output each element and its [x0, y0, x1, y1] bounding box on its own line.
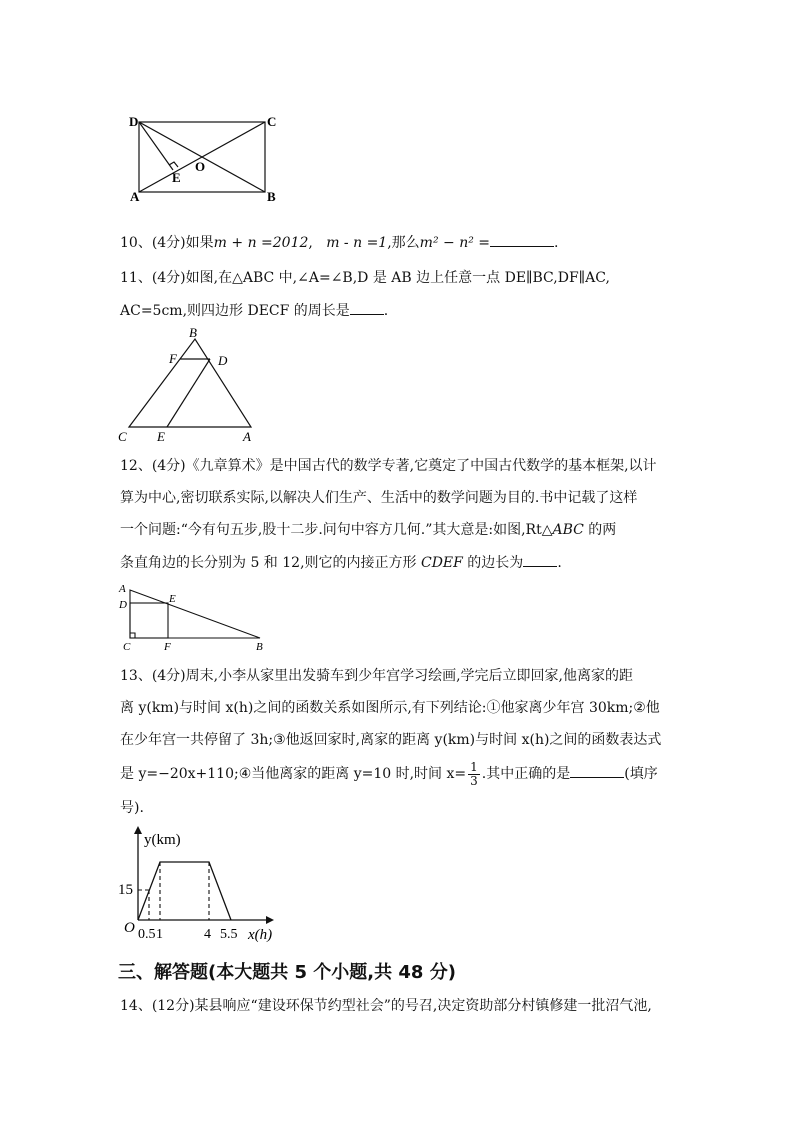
x-axis-label: x(h): [248, 927, 273, 943]
answer-blank[interactable]: [490, 232, 554, 247]
label-F: F: [164, 641, 171, 653]
rectangle-figure: [125, 110, 285, 210]
answer-blank[interactable]: [523, 552, 557, 567]
label-C: C: [118, 429, 127, 444]
question-13-line-5: 号).: [120, 800, 144, 816]
x-tick-5.5: 5.5: [220, 927, 238, 942]
x-tick-0.5: 0.5: [138, 927, 156, 942]
label-B: B: [267, 189, 276, 204]
question-12-line-2: 算为中心,密切联系实际,以解决人们生产、生活中的数学问题为目的.书中记载了这样: [120, 490, 638, 506]
question-12-line-4: 条直角边的长分别为 5 和 12,则它的内接正方形 CDEF 的边长为 .: [120, 552, 562, 573]
question-14-line-1: 14、(12分)某县响应“建设环保节约型社会”的号召,决定资助部分村镇修建一批沼气池,: [120, 998, 652, 1014]
question-11-line-2: AC=5cm,则四边形 DECF 的周长是 .: [120, 300, 388, 321]
question-11-line-1: 11、(4分)如图,在△ABC 中,∠A=∠B,D 是 AB 边上任意一点 DE∥BC,DF∥AC,: [120, 270, 610, 286]
question-13-line-2: 离 y(km)与时间 x(h)之间的函数关系如图所示,有下列结论:①他家离少年宫 30km;②他: [120, 700, 660, 716]
triangle-figure: [115, 325, 265, 447]
label-A: A: [243, 429, 251, 444]
label-B: B: [256, 641, 263, 653]
label-F: F: [169, 351, 177, 366]
label-C: C: [267, 114, 277, 129]
label-C: C: [123, 641, 131, 653]
answer-blank[interactable]: [350, 300, 384, 315]
question-13-line-4: 是 y=−20x+110;④当他离家的距离 y=10 时,时间 x= $\frac{1}{3}$ .其中正确的是 (填序: [120, 759, 658, 788]
label-O: O: [195, 159, 206, 174]
label-D: D: [129, 114, 139, 129]
question-13-line-1: 13、(4分)周末,小李从家里出发骑车到少年宫学习绘画,学完后立即回家,他离家的距: [120, 668, 633, 684]
y-axis-label: y(km): [144, 832, 181, 848]
answer-blank[interactable]: [570, 763, 624, 778]
distance-time-graph: [118, 826, 288, 944]
right-triangle-figure: [115, 580, 275, 654]
question-13-line-3: 在少年宫一共停留了 3h;③他返回家时,离家的距离 y(km)与时间 x(h)之间的函数表达式: [120, 732, 662, 748]
label-D: D: [218, 353, 228, 368]
y-tick-15: 15: [118, 882, 133, 898]
label-B: B: [189, 325, 197, 340]
question-12-line-3: 一个问题:“今有句五步,股十二步.问句中容方几何.”其大意是:如图,Rt△ABC 的两: [120, 522, 617, 538]
origin-label: O: [124, 920, 135, 936]
label-E: E: [172, 170, 181, 185]
label-D: D: [119, 599, 127, 611]
label-A: A: [130, 189, 140, 204]
x-tick-1: 1: [156, 927, 163, 942]
label-A: A: [119, 583, 126, 595]
section-3-title: 三、解答题(本大题共 5 个小题,共 48 分): [118, 962, 456, 983]
fraction-one-third: $\frac{1}{3}$: [470, 759, 478, 788]
label-E: E: [169, 593, 176, 605]
label-E: E: [157, 429, 165, 444]
question-10: 10、(4分)如果m + n =2012, m - n =1,那么m² − n² = .: [120, 232, 558, 253]
question-12-line-1: 12、(4分)《九章算术》是中国古代的数学专著,它奠定了中国古代数学的基本框架,以计: [120, 458, 657, 474]
x-tick-4: 4: [204, 927, 211, 942]
